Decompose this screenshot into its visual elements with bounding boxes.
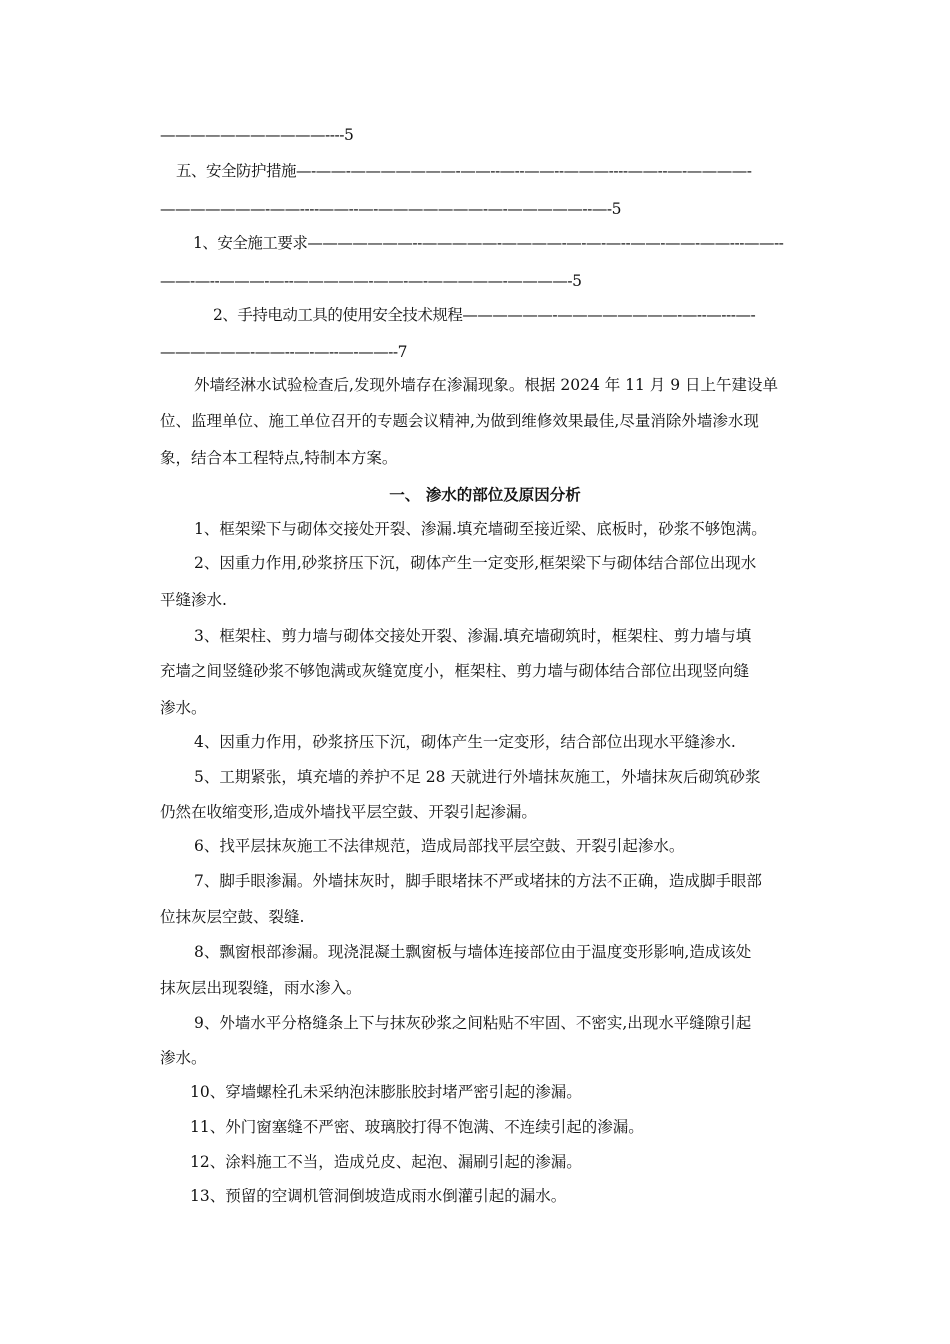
cause-item-4: 4、因重力作用，砂浆挤压下沉，砌体产生一定变形，结合部位出现水平缝渗水. bbox=[194, 733, 736, 751]
toc-item-safety-requirements-cont: ——-—--———-—--—————-——-—-—————-————-5 bbox=[160, 272, 582, 290]
cause-item-2-cont: 平缝渗水. bbox=[160, 591, 227, 609]
intro-line: 象，结合本工程特点,特制本方案。 bbox=[160, 449, 398, 467]
cause-item-9: 9、外墙水平分格缝条上下与抹灰砂浆之间粘贴不牢固、不密实,出现水平缝隙引起 bbox=[194, 1014, 752, 1032]
cause-item-7-cont: 位抹灰层空鼓、裂缝. bbox=[160, 908, 305, 926]
cause-item-6: 6、找平层抹灰施工不法律规范，造成局部找平层空鼓、开裂引起渗水。 bbox=[194, 837, 685, 855]
cause-item-2: 2、因重力作用,砂浆挤压下沉，砌体产生一定变形,框架梁下与砌体结合部位出现水 bbox=[194, 554, 757, 572]
toc-line-continuation: ———————————----5 bbox=[160, 126, 354, 144]
cause-item-13: 13、预留的空调机管洞倒坡造成雨水倒灌引起的漏水。 bbox=[190, 1187, 567, 1205]
toc-item-power-tools-cont: ——————-——--—-—--—-——--7 bbox=[160, 343, 407, 361]
cause-item-7: 7、脚手眼渗漏。外墙抹灰时，脚手眼堵抹不严或堵抹的方法不正确，造成脚手眼部 bbox=[194, 872, 762, 890]
cause-item-3-cont: 充墙之间竖缝砂浆不够饱满或灰缝宽度小，框架柱、剪力墙与砌体结合部位出现竖向缝 bbox=[160, 662, 750, 680]
cause-item-8-cont: 抹灰层出现裂缝，雨水渗入。 bbox=[160, 979, 362, 997]
intro-line: 外墙经淋水试验检查后,发现外墙存在渗漏现象。根据 2024 年 11 月 9 日上午建设单 bbox=[194, 376, 779, 394]
cause-item-10: 10、穿墙螺栓孔未采纳泡沫膨胀胶封堵严密引起的渗漏。 bbox=[190, 1083, 582, 1101]
cause-item-9-cont: 渗水。 bbox=[160, 1049, 207, 1067]
cause-item-5-cont: 仍然在收缩变形,造成外墙找平层空鼓、开裂引起渗漏。 bbox=[160, 803, 537, 821]
toc-item-power-tools: 2、手持电动工具的使用安全技术规程——————-————————-—--—---—- bbox=[213, 306, 756, 324]
toc-item-safety-measures: 五、安全防护措施—-——-———————-——--—--——--———----——--—-————- bbox=[176, 162, 752, 180]
cause-item-12: 12、涂料施工不当，造成兑皮、起泡、漏刷引起的渗漏。 bbox=[190, 1153, 582, 1171]
cause-item-11: 11、外门窗塞缝不严密、玻璃胶打得不饱满、不连续引起的渗漏。 bbox=[190, 1118, 644, 1136]
cause-item-3-cont: 渗水。 bbox=[160, 699, 207, 717]
toc-item-safety-requirements: 1、安全施工要求———————--—————-————-—-—-—--——-——-——---——-- bbox=[193, 234, 784, 252]
cause-item-3: 3、框架柱、剪力墙与砌体交接处开裂、渗漏.填充墙砌筑时，框架柱、剪力墙与填 bbox=[194, 627, 752, 645]
toc-item-safety-measures-cont: ———————-——----——--—-———————-—-—————--—-5 bbox=[160, 200, 621, 218]
cause-item-8: 8、飘窗根部渗漏。现浇混凝土飘窗板与墙体连接部位由于温度变形影响,造成该处 bbox=[194, 943, 752, 961]
intro-line: 位、监理单位、施工单位召开的专题会议精神,为做到维修效果最佳,尽量消除外墙渗水现 bbox=[160, 412, 759, 430]
cause-item-5: 5、工期紧张，填充墙的养护不足 28 天就进行外墙抹灰施工，外墙抹灰后砌筑砂浆 bbox=[194, 768, 761, 786]
section-heading: 一、 渗水的部位及原因分析 bbox=[389, 485, 581, 504]
cause-item-1: 1、框架梁下与砌体交接处开裂、渗漏.填充墙砌至接近梁、底板时，砂浆不够饱满。 bbox=[194, 520, 767, 538]
